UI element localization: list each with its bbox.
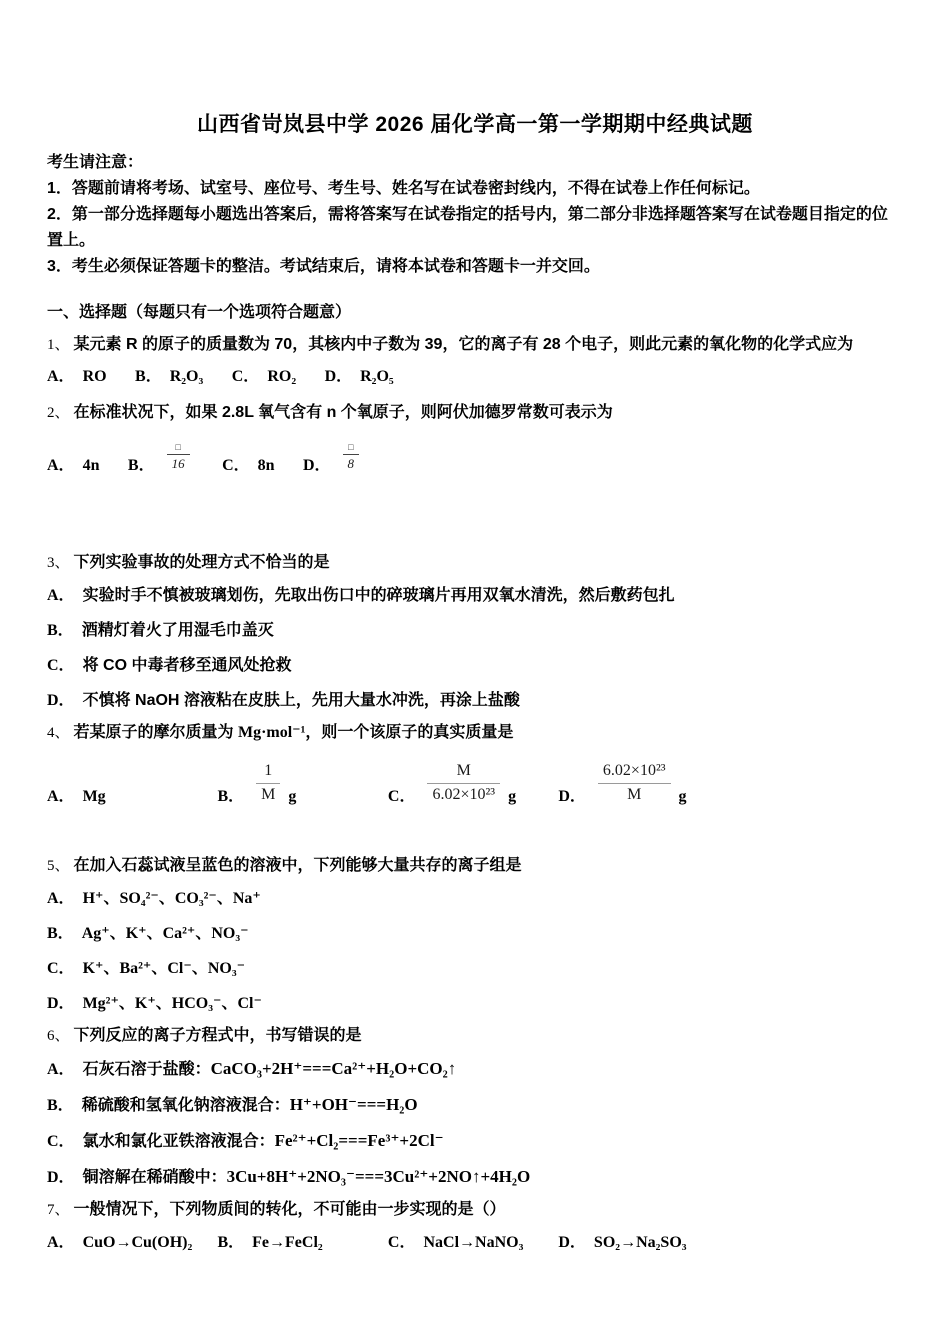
option-formula: 8n bbox=[257, 457, 275, 475]
option-ionic-equation: H⁺+OH⁻===H₂O bbox=[289, 1094, 418, 1114]
question-3-option-a bbox=[47, 578, 903, 613]
question-3-option-d bbox=[47, 683, 903, 718]
option-formula: 4n bbox=[82, 457, 100, 475]
question-7-option-b bbox=[217, 1225, 383, 1260]
fraction bbox=[256, 762, 280, 804]
option-label: B． bbox=[135, 368, 162, 385]
question-4-text-post: ，则一个该原子的真实质量是 bbox=[305, 724, 514, 742]
option-formula: RO bbox=[82, 368, 107, 385]
option-label: D． bbox=[47, 1168, 75, 1186]
question-2-option-a bbox=[47, 457, 99, 474]
option-label: C． bbox=[47, 1132, 75, 1150]
question-2-option-c bbox=[222, 457, 274, 474]
question-3-option-b bbox=[47, 613, 903, 648]
fraction bbox=[343, 442, 360, 472]
option-ionic-equation: 3Cu+8H⁺+2NO₃⁻===3Cu²⁺+2NO↑+4H₂O bbox=[226, 1166, 531, 1186]
question-1-number: 1、 bbox=[47, 337, 70, 353]
question-6 bbox=[47, 1021, 903, 1195]
option-ion-list: Ag⁺、K⁺、Ca²⁺、NO₃⁻ bbox=[81, 924, 249, 942]
option-description: 石灰石溶于盐酸： bbox=[82, 1060, 211, 1078]
question-2-option-d bbox=[302, 442, 363, 475]
option-ionic-equation: Fe²⁺+Cl₂===Fe³⁺+2Cl⁻ bbox=[274, 1130, 444, 1150]
option-formula: Mg bbox=[82, 787, 106, 805]
option-conversion: Fe→FeCl₂ bbox=[252, 1233, 323, 1251]
question-4-option-b bbox=[217, 762, 383, 816]
question-2-number: 2、 bbox=[47, 405, 70, 421]
fraction bbox=[427, 762, 500, 804]
question-7 bbox=[47, 1195, 903, 1260]
option-conversion: CuO→Cu(OH)₂ bbox=[82, 1233, 193, 1251]
option-description: 稀硫酸和氢氧化钠溶液混合： bbox=[81, 1096, 290, 1114]
question-3-text: 下列实验事故的处理方式不恰当的是 bbox=[73, 554, 330, 572]
question-1 bbox=[47, 330, 903, 392]
option-formula: RO₂ bbox=[267, 368, 297, 385]
question-6-text: 下列反应的离子方程式中，书写错误的是 bbox=[73, 1026, 362, 1044]
option-label: A． bbox=[47, 587, 75, 605]
fraction-numerator missing-glyph-box: □ bbox=[167, 442, 190, 455]
option-conversion: NaCl→NaNO₃ bbox=[423, 1233, 524, 1251]
option-ion-list: Mg²⁺、K⁺、HCO₃⁻、Cl⁻ bbox=[82, 994, 262, 1012]
question-6-option-a bbox=[47, 1051, 903, 1087]
option-label: C． bbox=[231, 368, 260, 385]
question-6-option-c bbox=[47, 1123, 903, 1159]
option-label: C． bbox=[47, 959, 75, 977]
question-5-option-c bbox=[47, 951, 903, 986]
question-5-option-a bbox=[47, 881, 903, 916]
option-label: C． bbox=[222, 457, 250, 475]
option-ion-list: K⁺、Ba²⁺、Cl⁻、NO₃⁻ bbox=[82, 959, 246, 977]
notice-item-3: 3．考生必须保证答题卡的整洁。考试结束后，请将本试卷和答题卡一并交回。 bbox=[47, 258, 600, 275]
option-formula: R₂O₅ bbox=[360, 368, 394, 385]
option-ion-list: H⁺、SO₄²⁻、CO₃²⁻、Na⁺ bbox=[82, 889, 261, 907]
option-text: 不慎将 NaOH 溶液粘在皮肤上，先用大量水冲洗，再涂上盐酸 bbox=[82, 692, 520, 710]
question-4-option-d bbox=[558, 762, 686, 816]
fraction bbox=[598, 762, 671, 804]
option-label: A． bbox=[47, 368, 75, 385]
fraction-denominator: 8 bbox=[347, 456, 355, 472]
option-label: A． bbox=[47, 889, 75, 907]
fraction-numerator: 1 bbox=[256, 762, 280, 783]
question-4-text-pre: 若某原子的摩尔质量为 bbox=[73, 724, 238, 742]
option-label: D． bbox=[558, 1233, 586, 1251]
unit-gram: g bbox=[508, 787, 517, 805]
question-4-molar-mass-formula: Mg·mol⁻¹ bbox=[237, 724, 306, 742]
question-2-text: 在标准状况下，如果 2.8L 氧气含有 n 个氧原子，则阿伏加德罗常数可表示为 bbox=[73, 404, 613, 421]
question-7-option-c bbox=[388, 1225, 554, 1260]
option-label: A． bbox=[47, 1233, 75, 1251]
option-label: D． bbox=[324, 368, 353, 385]
fraction-denominator: 16 bbox=[171, 456, 185, 472]
option-label: A． bbox=[47, 457, 75, 475]
option-label: B． bbox=[217, 1233, 245, 1251]
question-5 bbox=[47, 851, 903, 1021]
option-label: B． bbox=[47, 1096, 74, 1114]
option-label: C． bbox=[387, 787, 416, 805]
option-label: D． bbox=[558, 787, 586, 805]
option-label: B． bbox=[217, 787, 245, 805]
question-3 bbox=[47, 548, 903, 718]
exam-title: 山西省岢岚县中学 2026 届化学高一第一学期期中经典试题 bbox=[197, 113, 753, 136]
option-description: 铜溶解在稀硝酸中： bbox=[82, 1168, 227, 1186]
option-text: 实验时手不慎被玻璃划伤，先取出伤口中的碎玻璃片再用双氧水清洗，然后敷药包扎 bbox=[82, 587, 675, 605]
question-7-option-d bbox=[558, 1225, 686, 1260]
question-5-option-b bbox=[47, 916, 903, 951]
notice-heading: 考生请注意： bbox=[47, 154, 144, 171]
question-4-option-c bbox=[388, 762, 554, 816]
question-4-number: 4、 bbox=[47, 725, 70, 742]
question-1-option-a bbox=[47, 368, 107, 385]
option-text: 酒精灯着火了用湿毛巾盖灭 bbox=[81, 622, 274, 640]
question-6-number: 6、 bbox=[47, 1027, 70, 1044]
question-2-option-b bbox=[127, 442, 194, 475]
question-6-option-b bbox=[47, 1087, 903, 1123]
question-4 bbox=[47, 718, 903, 816]
option-label: B． bbox=[47, 622, 74, 640]
question-3-number: 3、 bbox=[47, 555, 70, 572]
question-1-text: 某元素 R 的原子的质量数为 70，其核内中子数为 39，它的离子有 28 个电子，则此元素的氧化物的化学式应为 bbox=[73, 336, 854, 353]
question-4-option-a bbox=[47, 777, 213, 817]
fraction-numerator: M bbox=[427, 762, 500, 783]
question-5-number: 5、 bbox=[47, 857, 70, 874]
fraction bbox=[167, 442, 190, 472]
unit-gram: g bbox=[288, 787, 297, 805]
question-7-number: 7、 bbox=[47, 1201, 70, 1218]
option-description: 氯水和氯化亚铁溶液混合： bbox=[82, 1132, 275, 1150]
option-text: 将 CO 中毒者移至通风处抢救 bbox=[82, 657, 292, 675]
notice-section bbox=[47, 150, 903, 280]
section-heading: 一、选择题（每题只有一个选项符合题意） bbox=[47, 304, 352, 321]
question-1-option-d bbox=[325, 368, 394, 385]
question-3-option-c bbox=[47, 648, 903, 683]
question-1-option-b bbox=[135, 368, 203, 385]
notice-item-2: 2．第一部分选择题每小题选出答案后，需将答案写在试卷指定的括号内，第二部分非选择题答案写在试卷题目指定的位置上。 bbox=[47, 206, 888, 249]
option-ionic-equation: CaCO₃+2H⁺===Ca²⁺+H₂O+CO₂↑ bbox=[210, 1058, 457, 1078]
question-6-option-d bbox=[47, 1159, 903, 1195]
option-label: D． bbox=[302, 457, 331, 475]
question-7-text: 一般情况下，下列物质间的转化，不可能由一步实现的是（） bbox=[73, 1200, 506, 1218]
fraction-denominator: M bbox=[261, 785, 276, 803]
option-label: C． bbox=[387, 1233, 416, 1251]
unit-gram: g bbox=[678, 787, 687, 805]
question-5-text: 在加入石蕊试液呈蓝色的溶液中，下列能够大量共存的离子组是 bbox=[73, 856, 522, 874]
fraction-denominator: M bbox=[627, 785, 642, 803]
option-label: B． bbox=[127, 457, 155, 475]
option-label: B． bbox=[47, 924, 74, 942]
fraction-denominator: 6.02×10²³ bbox=[432, 785, 496, 803]
notice-item-1: 1．答题前请将考场、试室号、座位号、考生号、姓名写在试卷密封线内，不得在试卷上作任何标记。 bbox=[47, 180, 760, 197]
question-1-option-c bbox=[232, 368, 296, 385]
question-7-option-a bbox=[47, 1225, 213, 1260]
option-conversion: SO₂→Na₂SO₃ bbox=[593, 1233, 687, 1251]
option-label: A． bbox=[47, 787, 75, 805]
question-5-option-d bbox=[47, 986, 903, 1021]
option-label: A． bbox=[47, 1060, 75, 1078]
option-label: C． bbox=[47, 657, 75, 675]
option-formula: R₂O₃ bbox=[169, 368, 204, 385]
question-2 bbox=[47, 398, 903, 486]
fraction-numerator: 6.02×10²³ bbox=[598, 762, 671, 783]
fraction-numerator missing-glyph-box: □ bbox=[343, 442, 360, 455]
option-label: D． bbox=[47, 692, 75, 710]
option-label: D． bbox=[47, 994, 75, 1012]
